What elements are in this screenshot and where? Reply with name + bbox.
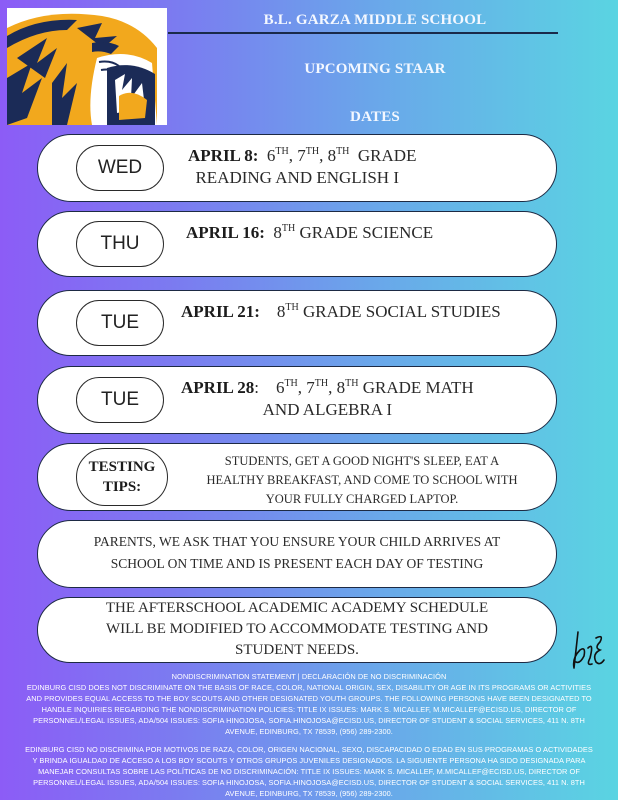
day-badge: TUE: [76, 377, 164, 423]
event-date: APRIL 21:: [181, 302, 260, 321]
notice-line: SCHOOL ON TIME AND IS PRESENT EACH DAY OF TESTING: [110, 556, 484, 571]
notice-line: STUDENT NEEDS.: [235, 642, 359, 658]
day-badge: THU: [76, 221, 164, 267]
nondiscrimination-english: [4, 671, 614, 737]
afterschool-notice-card: [37, 597, 557, 663]
tips-text-line: YOUR FULLY CHARGED LAPTOP.: [265, 492, 459, 506]
event-details: [181, 301, 501, 323]
tips-text: [178, 452, 546, 509]
footer-line: EDINBURG CISD DOES NOT DISCRIMINATE ON THE BASIS OF RACE, COLOR, NATIONAL ORIGIN, SEX, DISABILITY OR AGE IN ITS PROGRAMS OR ACTIVITIES: [26, 683, 592, 692]
date-colon: :: [254, 378, 259, 397]
grade-suffix: TH: [314, 378, 329, 389]
grade-suffix: TH: [281, 223, 296, 234]
notice-line: WILL BE MODIFIED TO ACCOMMODATE TESTING AND: [106, 621, 488, 637]
school-name: B.L. GARZA MIDDLE SCHOOL: [263, 12, 487, 28]
event-subject-line2: AND ALGEBRA I: [262, 400, 393, 419]
testing-tips-badge: [76, 448, 168, 506]
event-subject: GRADE SOCIAL STUDIES: [302, 302, 501, 321]
event-subject: GRADE MATH: [362, 378, 474, 397]
footer-line: PERSONNEL/LEGAL ISSUES, ADA/504 ISSUES: SOFIA HINOJOSA, SOFIA.HINOJOSA@ECISD.US, DIRECTOR OF STUDENT & SOCIAL SERVICES, 411 N. 8TH: [33, 778, 585, 787]
grade-number: 8: [276, 302, 286, 321]
footer-line: AVENUE, EDINBURG, TX 78539, (956) 289-2300.: [225, 727, 393, 736]
nondiscrimination-spanish: [4, 744, 614, 799]
notice-line: THE AFTERSCHOOL ACADEMIC ACADEMY SCHEDULE: [105, 600, 489, 616]
event-details: APRIL 28: 6TH, 7TH, 8TH GRADE MATH AND ALGEBRA I: [181, 378, 474, 419]
footer-line: EDINBURG CISD NO DISCRIMINA POR MOTIVOS DE RAZA, COLOR, ORIGEN NACIONAL, SEXO, DISCAPACIDAD O EDAD EN SUS PROGRAMAS O ACTIVIDADES: [25, 745, 593, 754]
grade-suffix: TH: [275, 146, 289, 157]
grade-suffix: TH: [345, 378, 359, 389]
event-date: APRIL 28: [181, 378, 255, 397]
schedule-item-april-16: [37, 211, 557, 277]
grade-number: 8: [336, 378, 346, 397]
parents-notice-card: [37, 520, 557, 588]
grade-suffix: TH: [336, 146, 350, 157]
grade-number: 6: [266, 146, 276, 165]
footer-line: AND PROVIDES EQUAL ACCESS TO THE BOY SCOUTS AND OTHER DESIGNATED YOUTH GROUPS. THE FOLLOWING PERSONS HAVE BEEN DESIGNATED TO: [26, 694, 592, 703]
event-subject: GRADE SCIENCE: [299, 223, 434, 242]
event-date: APRIL 8:: [188, 146, 259, 165]
tips-text-line: STUDENTS, GET A GOOD NIGHT'S SLEEP, EAT A: [224, 454, 500, 468]
page-title-line2: DATES: [350, 109, 400, 125]
event-subject: GRADE: [357, 146, 417, 165]
afterschool-notice-text: [48, 598, 546, 661]
footer-line: HANDLE INQUIRIES REGARDING THE NONDISCRIMINATION POLICIES: TITLE IX ISSUES: MARK S. MICALLEF, M.MICALLEF@ECISD.US, DIRECTOR OF: [41, 705, 577, 714]
page-title-line1: UPCOMING STAAR: [304, 61, 446, 77]
tiger-mascot-icon: [7, 8, 167, 125]
tips-text-line: HEALTHY BREAKFAST, AND COME TO SCHOOL WITH: [206, 473, 518, 487]
grade-number: 6: [275, 378, 285, 397]
parents-notice-text: [48, 531, 546, 575]
event-details: APRIL 8: 6TH, 7TH, 8TH GRADE READING AND ENGLISH I: [188, 145, 416, 189]
footer-line: AVENUE, EDINBURG, TX 78539, (956) 289-2300.: [225, 789, 393, 798]
grade-number: 7: [297, 146, 306, 165]
event-details: [186, 222, 433, 244]
footer-line: MANEJAR CONSULTAS SOBRE LAS POLÍTICAS DE NO DISCRIMINACIÓN: TITLE IX ISSUES: MARK S. MICALLEF, M.MICALLEF@ECISD.US, DIRECTOR OF: [38, 767, 580, 776]
tiger-logo: [7, 8, 167, 125]
schedule-item-april-8: [37, 134, 557, 202]
event-subject-line2: READING AND ENGLISH I: [195, 168, 399, 187]
schedule-item-april-28: [37, 366, 557, 434]
grade-suffix: TH: [285, 302, 299, 313]
day-badge: TUE: [76, 300, 164, 346]
footer-heading: NONDISCRIMINATION STATEMENT | DECLARACIÓN DE NO DISCRIMINACIÓN: [171, 672, 447, 681]
schedule-item-april-21: [37, 290, 557, 356]
tips-label-line2: TIPS:: [102, 479, 142, 495]
tips-label-line1: TESTING: [88, 459, 156, 475]
grade-number: 7: [306, 378, 315, 397]
signature-icon: [570, 628, 606, 672]
notice-line: PARENTS, WE ASK THAT YOU ENSURE YOUR CHILD ARRIVES AT: [93, 534, 501, 549]
grade-suffix: TH: [305, 146, 320, 157]
grade-number: 8: [273, 223, 282, 242]
title-divider: [168, 32, 558, 34]
grade-suffix: TH: [284, 378, 298, 389]
day-badge: WED: [76, 145, 164, 191]
grade-number: 8: [327, 146, 337, 165]
event-date: APRIL 16:: [186, 223, 265, 242]
footer-line: Y BRINDA IGUALDAD DE ACCESO A LOS BOY SCOUTS Y OTROS GRUPOS JUVENILES DESIGNADOS. LA SIGUIENTE PERSONA HA SIDO DESIGNADA PARA: [32, 756, 586, 765]
footer-line: PERSONNEL/LEGAL ISSUES, ADA/504 ISSUES: SOFIA HINOJOSA, SOFIA.HINOJOSA@ECISD.US, DIRECTOR OF STUDENT & SOCIAL SERVICES, 411 N. 8TH: [33, 716, 585, 725]
testing-tips-card: [37, 443, 557, 511]
